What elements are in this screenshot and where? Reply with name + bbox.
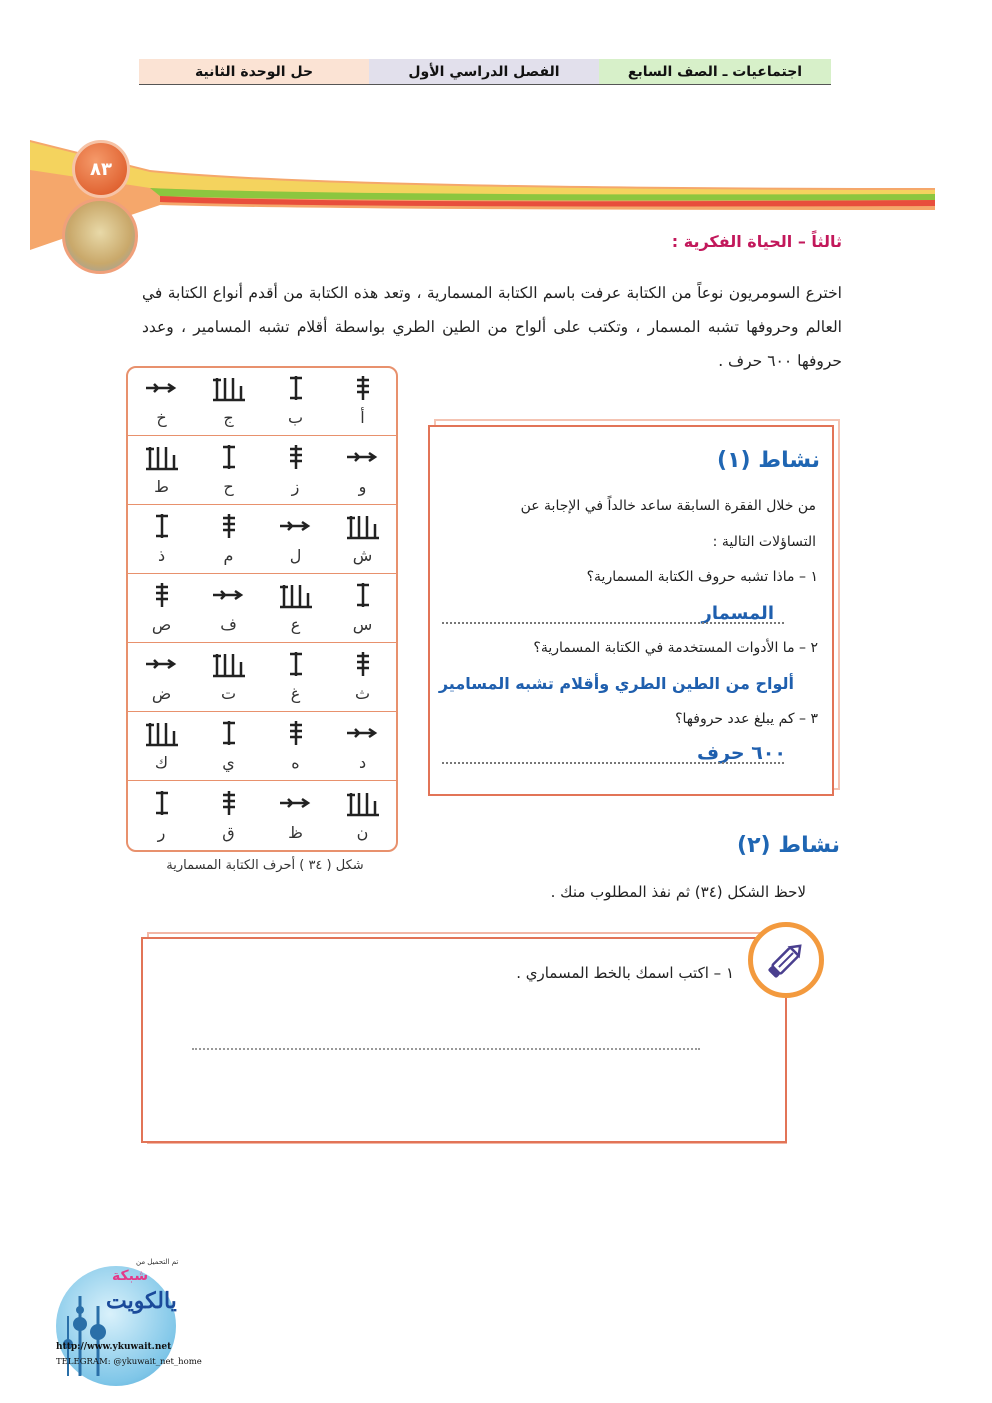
cuneiform-cell xyxy=(329,506,396,573)
cuneiform-cell xyxy=(329,437,396,504)
answer-3: ٦٠٠ حرف xyxy=(697,742,786,764)
activity1-title: نشاط (١) xyxy=(717,448,820,473)
cuneiform-glyph-icon xyxy=(345,719,381,747)
cuneiform-row xyxy=(128,506,396,574)
cuneiform-row xyxy=(128,437,396,505)
map-thumbnail-icon xyxy=(62,198,138,274)
cuneiform-glyph-icon xyxy=(278,789,314,817)
answer-2: ألواح من الطين الطري وأقلام تشبه المسامير xyxy=(438,674,794,693)
cuneiform-cell xyxy=(128,506,195,573)
cuneiform-glyph-icon xyxy=(211,512,247,540)
cuneiform-letter: ظ xyxy=(288,822,303,842)
cuneiform-letter: أ xyxy=(360,407,365,427)
cuneiform-letter: ش xyxy=(352,545,373,565)
site-logo xyxy=(54,1258,202,1378)
cuneiform-letter: ز xyxy=(291,476,300,496)
cuneiform-row xyxy=(128,368,396,436)
cuneiform-letter: ح xyxy=(223,476,234,496)
cuneiform-glyph-icon xyxy=(345,581,381,609)
cuneiform-glyph-icon xyxy=(144,443,180,471)
cuneiform-glyph-icon xyxy=(211,581,247,609)
cuneiform-letter: ط xyxy=(154,476,169,496)
cuneiform-cell xyxy=(128,644,195,711)
logo-brand-1: شبكة xyxy=(112,1268,149,1284)
activity2-instruction: لاحظ الشكل (٣٤) ثم نفذ المطلوب منك . xyxy=(550,883,806,901)
header-semester: الفصل الدراسي الأول xyxy=(369,59,599,84)
cuneiform-letter: ب xyxy=(287,407,304,427)
logo-telegram: TELEGRAM: @ykuwait_net_home xyxy=(56,1357,202,1367)
header-unit: حل الوحدة الثانية xyxy=(139,59,369,84)
cuneiform-glyph-icon xyxy=(278,512,314,540)
cuneiform-glyph-icon xyxy=(278,374,314,402)
cuneiform-letter: ص xyxy=(151,614,172,634)
cuneiform-cell xyxy=(262,368,329,435)
answer-1-line xyxy=(442,622,784,624)
answer-3-line xyxy=(442,762,784,764)
cuneiform-letter: ث xyxy=(354,683,371,703)
question-1: ١ – ماذا تشبه حروف الكتابة المسمارية؟ xyxy=(586,569,818,585)
cuneiform-letter: غ xyxy=(290,683,301,703)
activity1-intro-1: من خلال الفقرة السابقة ساعد خالداً في الإجابة عن xyxy=(520,498,816,514)
header-bar xyxy=(139,59,831,85)
cuneiform-letter: و xyxy=(358,476,367,496)
cuneiform-glyph-icon xyxy=(211,719,247,747)
cuneiform-cell xyxy=(195,506,262,573)
cuneiform-letter: ض xyxy=(151,683,172,703)
cuneiform-table xyxy=(126,366,398,852)
cuneiform-letter: ذ xyxy=(157,545,166,565)
cuneiform-glyph-icon xyxy=(144,374,180,402)
logo-url[interactable]: http://www.ykuwait.net xyxy=(56,1342,172,1352)
pencil-icon xyxy=(748,922,824,998)
cuneiform-glyph-icon xyxy=(144,719,180,747)
cuneiform-glyph-icon xyxy=(345,374,381,402)
cuneiform-cell xyxy=(262,575,329,642)
cuneiform-glyph-icon xyxy=(345,650,381,678)
cuneiform-row xyxy=(128,713,396,781)
cuneiform-glyph-icon xyxy=(211,374,247,402)
cuneiform-letter: ع xyxy=(290,614,301,634)
cuneiform-glyph-icon xyxy=(278,719,314,747)
activity2-title: نشاط (٢) xyxy=(737,833,840,858)
cuneiform-glyph-icon xyxy=(211,650,247,678)
cuneiform-letter: ف xyxy=(220,614,237,634)
cuneiform-cell xyxy=(262,506,329,573)
header-subject: اجتماعيات ـ الصف السابع xyxy=(599,59,831,84)
cuneiform-letter: ق xyxy=(222,822,235,842)
cuneiform-cell xyxy=(329,368,396,435)
intro-paragraph: اخترع السومريون نوعاً من الكتابة عرفت باسم الكتابة المسمارية ، وتعد هذه الكتابة من أقدم أنواع الكتابة في العالم وحروفها تشبه المسمار ، وتكتب على ألواح من الطين الطري بواسطة أقلام تشبه المسامير ، وعدد حروفها ٦٠٠ حرف . xyxy=(142,284,842,370)
cuneiform-cell xyxy=(329,713,396,780)
kuwait-towers-icon xyxy=(56,1266,176,1386)
logo-circle xyxy=(56,1266,176,1386)
cuneiform-letter: خ xyxy=(156,407,167,427)
question-3: ٣ – كم يبلغ عدد حروفها؟ xyxy=(675,711,818,727)
cuneiform-glyph-icon xyxy=(211,789,247,817)
question-2: ٢ – ما الأدوات المستخدمة في الكتابة المسمارية؟ xyxy=(533,640,818,656)
cuneiform-glyph-icon xyxy=(278,581,314,609)
task-1: ١ – اكتب اسمك بالخط المسماري . xyxy=(516,964,734,982)
cuneiform-cell xyxy=(195,575,262,642)
cuneiform-cell xyxy=(262,644,329,711)
cuneiform-glyph-icon xyxy=(278,650,314,678)
cuneiform-cell xyxy=(262,713,329,780)
cuneiform-letter: ل xyxy=(289,545,302,565)
cuneiform-cell xyxy=(128,782,195,850)
cuneiform-cell xyxy=(128,368,195,435)
cuneiform-glyph-icon xyxy=(144,650,180,678)
cuneiform-cell xyxy=(329,782,396,850)
cuneiform-cell xyxy=(128,575,195,642)
logo-brand-2: يالكويت xyxy=(106,1288,177,1314)
cuneiform-cell xyxy=(195,368,262,435)
cuneiform-glyph-icon xyxy=(144,789,180,817)
cuneiform-letter: ن xyxy=(356,822,369,842)
logo-caption: تم التحميل من xyxy=(136,1258,179,1266)
cuneiform-cell xyxy=(195,713,262,780)
cuneiform-letter: ه xyxy=(291,752,300,772)
cuneiform-glyph-icon xyxy=(144,512,180,540)
cuneiform-cell xyxy=(195,782,262,850)
page-number: ٨٣ xyxy=(72,140,130,198)
cuneiform-letter: ي xyxy=(222,752,235,772)
cuneiform-cell xyxy=(329,644,396,711)
task-1-line[interactable] xyxy=(192,1048,700,1050)
cuneiform-letter: ت xyxy=(220,683,237,703)
cuneiform-row xyxy=(128,782,396,850)
cuneiform-glyph-icon xyxy=(144,581,180,609)
cuneiform-glyph-icon xyxy=(345,443,381,471)
figure-caption: شكل ( ٣٤ ) أحرف الكتابة المسمارية xyxy=(166,858,364,873)
cuneiform-cell xyxy=(195,644,262,711)
cuneiform-glyph-icon xyxy=(278,443,314,471)
cuneiform-row xyxy=(128,575,396,643)
cuneiform-letter: ك xyxy=(154,752,169,772)
cuneiform-letter: ر xyxy=(157,822,166,842)
cuneiform-glyph-icon xyxy=(211,443,247,471)
answer-1: المسمار xyxy=(701,603,774,624)
cuneiform-cell xyxy=(329,575,396,642)
cuneiform-cell xyxy=(262,782,329,850)
cuneiform-letter: ج xyxy=(223,407,234,427)
cuneiform-cell xyxy=(262,437,329,504)
cuneiform-letter: م xyxy=(223,545,234,565)
cuneiform-cell xyxy=(195,437,262,504)
activity1-intro-2: التساؤلات التالية : xyxy=(712,534,816,550)
cuneiform-row xyxy=(128,644,396,712)
section-title: ثالثاً – الحياة الفكرية : xyxy=(671,232,842,251)
cuneiform-glyph-icon xyxy=(345,789,381,817)
cuneiform-letter: س xyxy=(352,614,373,634)
cuneiform-cell xyxy=(128,713,195,780)
cuneiform-letter: د xyxy=(358,752,367,772)
cuneiform-cell xyxy=(128,437,195,504)
cuneiform-glyph-icon xyxy=(345,512,381,540)
